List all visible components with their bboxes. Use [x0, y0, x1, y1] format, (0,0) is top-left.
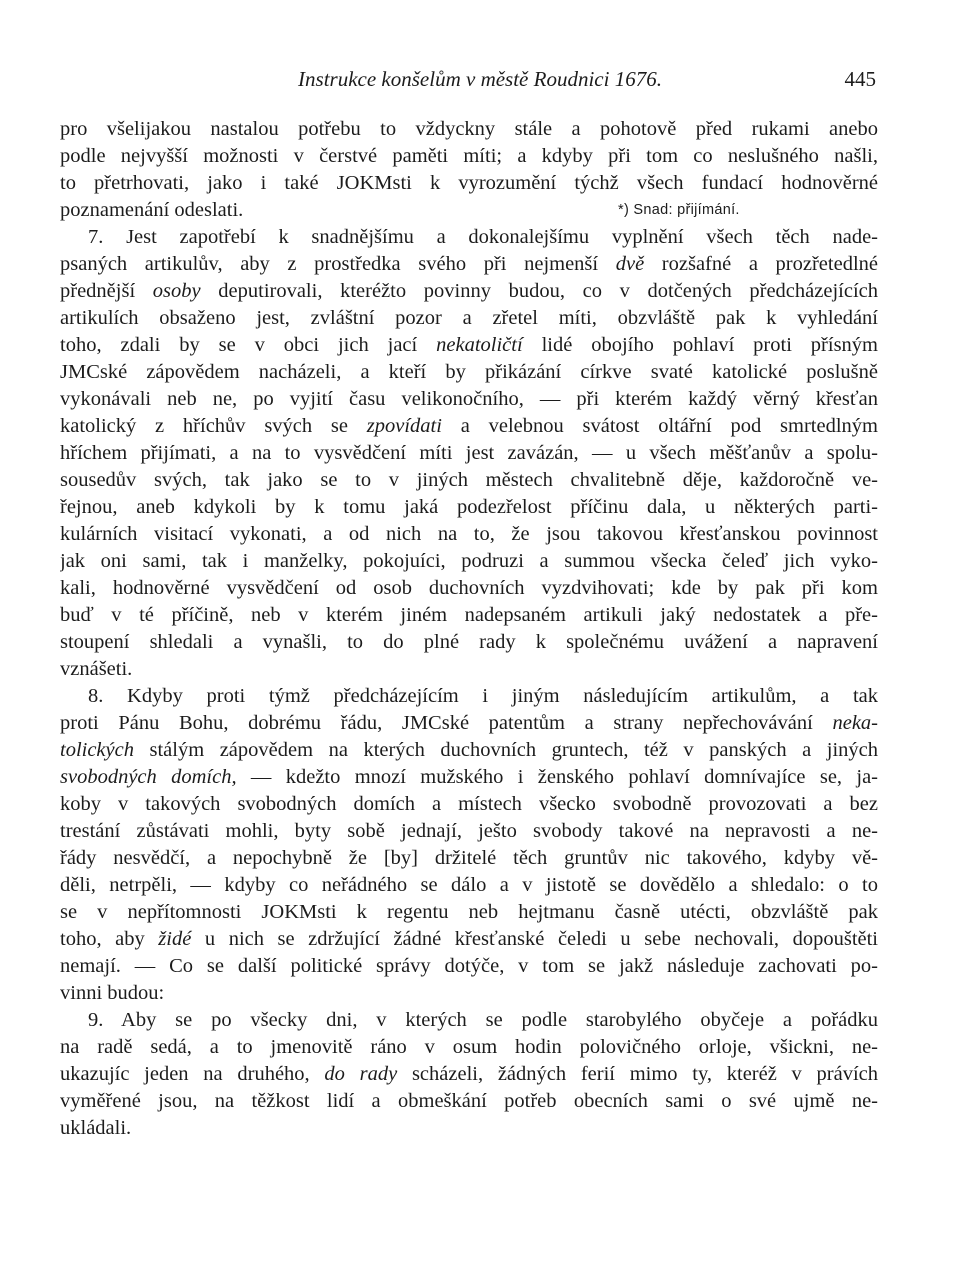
text-line [60, 386, 878, 413]
page-number: 445 [844, 67, 876, 91]
text-run: poznamenání odeslati. [60, 199, 244, 221]
text-run: toho, zdali by se v obci jich jací [60, 334, 437, 356]
text-run: 9. Aby se po všecky dni, v kterých se podle starobylého obyčeje a pořádku [88, 1009, 878, 1031]
text-run: lidé obojího pohlaví proti přísným [522, 334, 878, 356]
text-run: buď v té příčině, neb v kterém jiném nadepsaném artikuli jaký nedostatek a pře- [60, 604, 878, 626]
text-line [60, 521, 878, 548]
text-line [60, 359, 878, 386]
text-line [60, 116, 878, 143]
text-run: děli, netrpěli, — kdyby co neřádného se dálo a v jistotě se dovědělo a shledalo: o to [60, 874, 878, 896]
text-line [60, 602, 878, 629]
text-line [60, 953, 878, 980]
text-run: koby v takových svobodných domích a místech všecko svobodně provozovati a bez [60, 793, 878, 815]
text-run: pro všelijakou nastalou potřebu to vždyckny stále a pohotově před rukami anebo [60, 118, 878, 140]
text-line [60, 845, 878, 872]
text-run: to přetrhovati, jako i také JOKMsti k vyrozumění týchž všech fundací hodnověrné [60, 172, 878, 194]
text-run: vznášeti. [60, 658, 133, 680]
text-line [60, 980, 878, 1007]
text-line [60, 197, 878, 224]
text-line [60, 872, 878, 899]
italic-phrase: nekatoličtí [436, 334, 523, 356]
text-line [60, 251, 878, 278]
text-line [60, 683, 878, 710]
text-run: u nich se zdržující žádné křesťanské čeledi u sebe nechovali, dopouštěti [191, 928, 878, 950]
text-run: ukazujíc jeden na druhého, [60, 1063, 325, 1085]
text-run: ukládali. [60, 1117, 132, 1139]
text-line [60, 791, 878, 818]
text-line [60, 737, 878, 764]
text-run: na radě sedá, a to jmenovitě ráno v osum hodin polovičného orloje, všickni, ne- [60, 1036, 878, 1058]
text-run: nemají. — Co se další politické správy dotýče, v tom se jakž následuje zachovati po- [60, 955, 878, 977]
text-run: řády nesvědčí, a nepochybně že [by] držitelé těch gruntův nic takového, kdyby vě- [60, 847, 878, 869]
italic-phrase: zpovídati [366, 415, 442, 437]
text-line [60, 332, 878, 359]
text-run: vinni budou: [60, 982, 165, 1004]
text-run: JMCské zápovědem nacházeli, a kteří by přikázání církve svaté katolické poslušně [60, 361, 878, 383]
text-run: — kdežto mnozí mužského i ženského pohlaví domnívajíce se, ja- [236, 766, 878, 788]
text-run: psaných artikulův, aby z prostředka svého při nejmenší [60, 253, 616, 275]
text-line [60, 1088, 878, 1115]
text-run: rozšafné a prozřetedlné [644, 253, 878, 275]
italic-phrase: osoby [152, 280, 201, 302]
italic-phrase: tolických [60, 739, 134, 761]
text-run: proti Pánu Bohu, dobrému řádu, JMCské patentům a strany nepřechovávání [60, 712, 833, 734]
text-run: a velebnou svátost oltářní pod smrtedlným [441, 415, 878, 437]
text-line [60, 1034, 878, 1061]
text-run: kulárních visitací vykonati, a od nich na to, že jsou takovou křesťanskou povinnost [60, 523, 878, 545]
text-line [60, 440, 878, 467]
text-run: jak oni sami, tak i manželky, pokojuíci, podruzi a summou všecka čeleď jich vyko- [60, 550, 878, 572]
text-line [60, 278, 878, 305]
text-line [60, 1115, 878, 1142]
text-line [60, 926, 878, 953]
text-run: 8. Kdyby proti týmž předcházejícím i jiným následujícím artikulům, a tak [88, 685, 878, 707]
text-run: stoupení shledali a vynašli, to do plné rady k společnému uvážení a napravení [60, 631, 878, 653]
text-run: katolický z hříchův svých se [60, 415, 367, 437]
italic-phrase: židé [158, 928, 192, 950]
text-run: hříchem přijímati, a na to vysvědčení míti jest zavázán, — u všech měšťanův a spolu- [60, 442, 878, 464]
text-run: sousedův svých, tak jako se to v jiných městech chvalitebně děje, každoročně ve- [60, 469, 878, 491]
text-run: toho, aby [60, 928, 159, 950]
text-line [60, 548, 878, 575]
text-line [60, 224, 878, 251]
text-line [60, 1007, 878, 1034]
text-line [60, 818, 878, 845]
italic-phrase: do rady [324, 1063, 398, 1085]
text-line [60, 764, 878, 791]
text-line [60, 656, 878, 683]
text-run: stálým zápovědem na kterých duchovních gruntech, též v panských a jiných [133, 739, 878, 761]
italic-phrase: dvě [615, 253, 645, 275]
text-run: trestání zůstávati mohli, byty sobě jednají, ješto svobody takové na nepravosti a ne- [60, 820, 878, 842]
text-line [60, 710, 878, 737]
body-text [60, 116, 878, 1142]
footnote: *) Snad: přijímání. [618, 202, 740, 218]
text-run: podle nejvyšší možnosti v čerstvé paměti míti; a kdyby při tom co neslušného našli, [60, 145, 878, 167]
text-run: přednější [60, 280, 153, 302]
italic-phrase: neka- [832, 712, 878, 734]
text-line [60, 575, 878, 602]
running-title: Instrukce konšelům v městě Roudnici 1676. [298, 67, 662, 91]
text-run: vyměřené jsou, na těžkost lidí a obmeškání potřeb obecních sami o své ujmě ne- [60, 1090, 878, 1112]
text-line [60, 170, 878, 197]
text-line [60, 899, 878, 926]
text-line [60, 143, 878, 170]
text-run: artikulích obsaženo jest, zvláštní pozor a zřetel míti, obzvláště pak k vyhledání [60, 307, 878, 329]
text-line [60, 1061, 878, 1088]
text-line [60, 467, 878, 494]
text-line [60, 305, 878, 332]
text-run: řejnou, aneb kdykoli by k tomu jaká podezřelost příčinu dala, u některých parti- [60, 496, 878, 518]
text-line [60, 629, 878, 656]
text-run: kali, hodnověrné vysvědčení od osob duchovních vyzdvihovati; kde by pak při kom [60, 577, 878, 599]
text-run: scházeli, žádných ferií mimo ty, kteréž v právích [397, 1063, 878, 1085]
text-run: 7. Jest zapotřebí k snadnějšímu a dokonalejšímu vyplnění všech těch nade- [88, 226, 878, 248]
text-line [60, 494, 878, 521]
text-run: vykonávali neb ne, po vyjití času velikonočního, — při kterém každý věrný křesťan [60, 388, 878, 410]
text-line [60, 413, 878, 440]
italic-phrase: svobodných domích, [60, 766, 237, 788]
text-run: se v nepřítomnosti JOKMsti k regentu neb hejtmanu časně utécti, obzvláště pak [60, 901, 878, 923]
text-run: deputirovali, kteréžto povinny budou, co v dotčených předcházejících [200, 280, 878, 302]
